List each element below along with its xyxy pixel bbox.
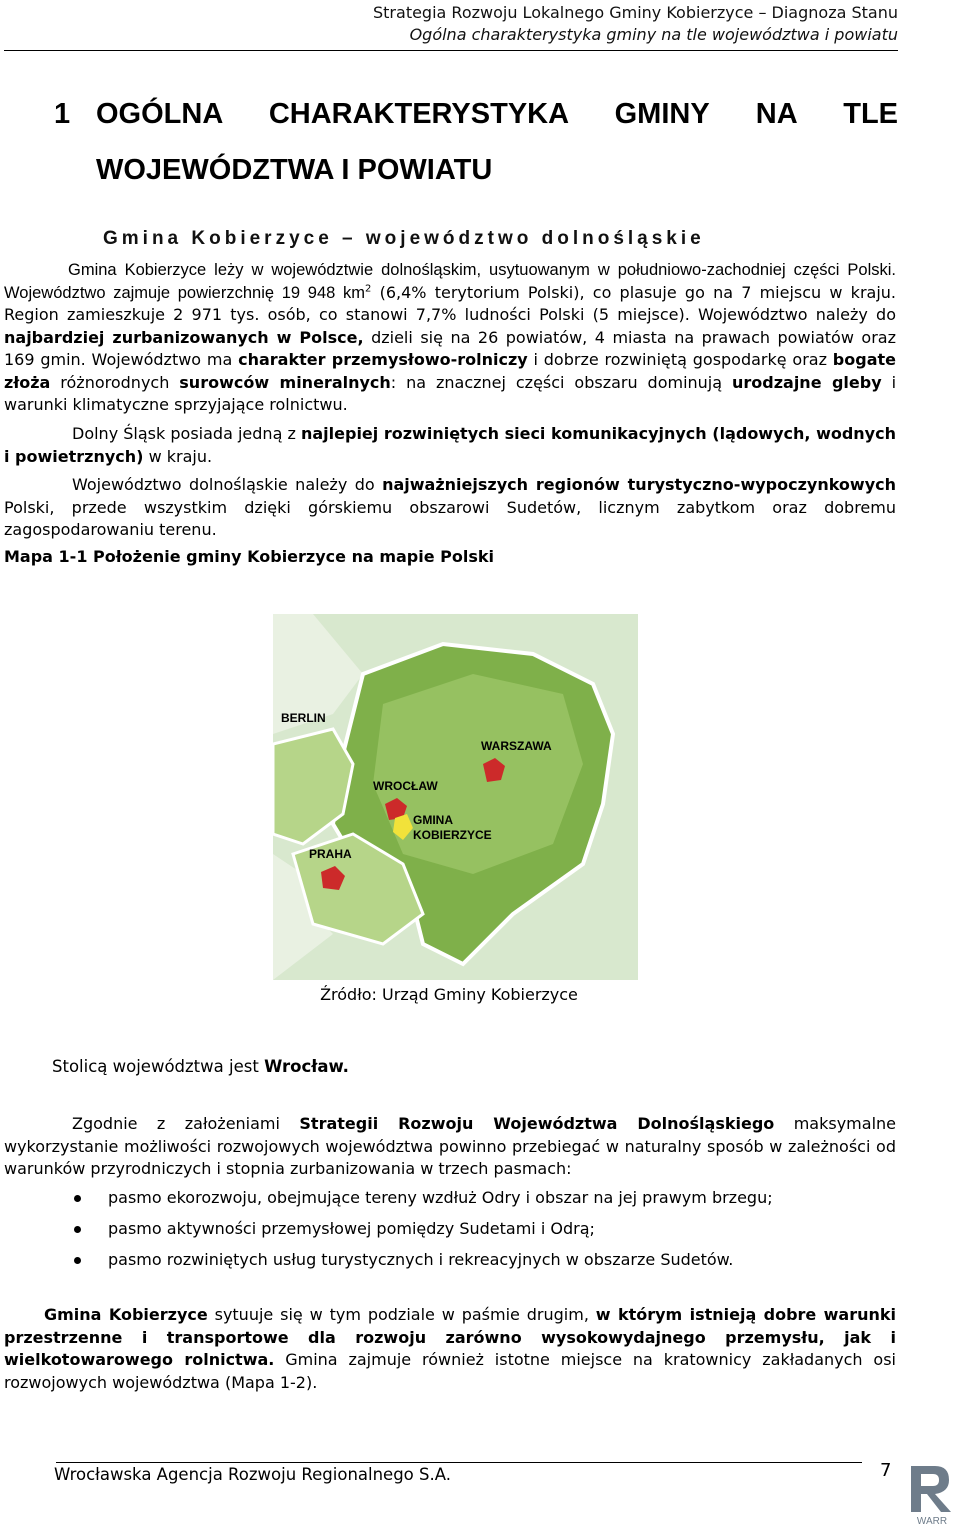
paragraph-strategy: Zgodnie z założeniami Strategii Rozwoju Województwa Dolnośląskiego maksymalne wykorzystanie możliwości rozwojowych województwa powinno przebiegać w naturalny sposób w zależności od warunków przyrodniczych i stopnia zurbanizowania w trzech pasmach: bbox=[4, 1114, 896, 1178]
page-number: 7 bbox=[880, 1460, 892, 1481]
svg-text:WARR: WARR bbox=[916, 1516, 948, 1527]
bold-phrase: Strategii Rozwoju Województwa Dolnośląskiego bbox=[299, 1114, 775, 1133]
list-item: pasmo aktywności przemysłowej pomiędzy Sudetami i Odrą; bbox=[60, 1218, 773, 1249]
overview-text-a: Gmina Kobierzyce leży w województwie dolnośląskim, usytuowanym w południowo-zachodniej części Polski. Województwo zajmuje powierzchnię 19 948 km bbox=[4, 261, 896, 302]
running-header bbox=[0, 2, 898, 46]
header-divider bbox=[4, 50, 898, 51]
map-label-praha: PRAHA bbox=[309, 847, 352, 861]
map-caption: Mapa 1-1 Położenie gminy Kobierzyce na mapie Polski bbox=[4, 547, 494, 566]
bullet-icon bbox=[74, 1195, 81, 1202]
bold-phrase: Gmina Kobierzyce bbox=[44, 1305, 208, 1324]
bold-phrase: charakter przemysłowo-rolniczy bbox=[238, 350, 528, 369]
bold-phrase: najbardziej zurbanizowanych w Polsce, bbox=[4, 327, 364, 347]
paragraph-transport: Dolny Śląsk posiada jedną z najlepiej rozwiniętych sieci komunikacyjnych (lądowych, wodnych i powietrznych) w kraju. bbox=[4, 424, 896, 466]
map-source: Źródło: Urząd Gminy Kobierzyce bbox=[320, 985, 578, 1004]
bold-phrase: najważniejszych regionów turystyczno-wypoczynkowych bbox=[382, 475, 897, 494]
footer-organization: Wrocławska Agencja Rozwoju Regionalnego S.A. bbox=[54, 1465, 451, 1484]
header-line-1: Strategia Rozwoju Lokalnego Gminy Kobierzyce – Diagnoza Stanu bbox=[373, 3, 898, 22]
map-label-kobierzyce: KOBIERZYCE bbox=[413, 828, 492, 842]
paragraph-tourism: Województwo dolnośląskie należy do najważniejszych regionów turystyczno-wypoczynkowych Polski, przede wszystkim dzięki górskiemu obszarowi Sudetów, licznym zabytkom oraz dobremu zagospodarowaniu terenu. bbox=[4, 475, 897, 539]
location-map bbox=[273, 614, 638, 980]
list-item: pasmo rozwiniętych usług turystycznych i rekreacyjnych w obszarze Sudetów. bbox=[60, 1249, 773, 1280]
section-heading: Gmina Kobierzyce – województwo dolnośląskie bbox=[103, 228, 705, 249]
chapter-number: 1 bbox=[54, 98, 71, 130]
warr-logo-icon bbox=[905, 1462, 960, 1527]
footer-divider bbox=[56, 1462, 862, 1463]
bold-phrase: surowców mineralnych bbox=[179, 372, 391, 392]
bold-phrase: urodzajne gleby bbox=[731, 372, 882, 392]
bold-phrase: w którym istnieją dobre warunki przestrzenne i transportowe dla rozwoju zarówno wysokowydajnego przemysłu, jak i wielkotowarowego rolnictwa. bbox=[4, 1305, 896, 1369]
capital-sentence: Stolicą województwa jest Wrocław. bbox=[52, 1057, 349, 1076]
bold-phrase: Wrocław. bbox=[264, 1057, 349, 1076]
map-label-berlin: BERLIN bbox=[281, 711, 326, 725]
list-item: pasmo ekorozwoju, obejmujące tereny wzdłuż Odry i obszar na jej prawym brzegu; bbox=[60, 1187, 773, 1218]
map-label-gmina: GMINA bbox=[413, 813, 453, 827]
chapter-title-text: OGÓLNA CHARAKTERYSTYKA GMINY NA TLE WOJEWÓDZTWA I POWIATU bbox=[96, 98, 898, 186]
bullet-icon bbox=[74, 1226, 81, 1233]
paragraph-gmina: Gmina Kobierzyce sytuuje się w tym podziale w paśmie drugim, w którym istnieją dobre warunki przestrzenne i transportowe dla rozwoju zarówno wysokowydajnego przemysłu, jak i wielkotowarowego rolnictwa. Gmina zajmuje również istotne miejsce na kratownicy zakładanych osi rozwojowych województwa (Mapa 1-2). bbox=[4, 1305, 896, 1392]
map-label-wroclaw: WROCŁAW bbox=[373, 779, 438, 793]
superscript: 2 bbox=[365, 283, 372, 295]
bold-phrase: bogate złoża bbox=[4, 350, 896, 392]
paragraph-overview: Gmina Kobierzyce leży w województwie dolnośląskim, usytuowanym w południowo-zachodniej części Polski. Województwo zajmuje powierzchnię 19 948 $km^2$ (6,4% terytorium Polski), co plasuje go na 7 miejscu w kraju. Region zamieszkuje 2 971 tys. osób, co stanowi 7,7% ludności Polski (5 miejsce). Województwo należy do najbardziej zurbanizowanych w Polsce, dzieli się na 26 powiatów, 4 miasta na prawach powiatów oraz 169 gmin. Województwo ma charakter przemysłowo-rolniczy i dobrze rozwiniętą gospodarkę oraz bogate złoża różnorodnych surowców mineralnych: na znacznej części obszaru dominują urodzajne gleby i warunki klimatyczne sprzyjające rolnictwu. bbox=[4, 261, 897, 414]
bullet-icon bbox=[74, 1257, 81, 1264]
bold-phrase: najlepiej rozwiniętych sieci komunikacyjnych (lądowych, wodnych i powietrznych) bbox=[4, 424, 896, 466]
bullet-list bbox=[60, 1187, 773, 1280]
map-label-warszawa: WARSZAWA bbox=[481, 739, 552, 753]
poland-land-highlight bbox=[373, 674, 583, 874]
header-line-2: Ogólna charakterystyka gminy na tle województwa i powiatu bbox=[409, 25, 898, 44]
